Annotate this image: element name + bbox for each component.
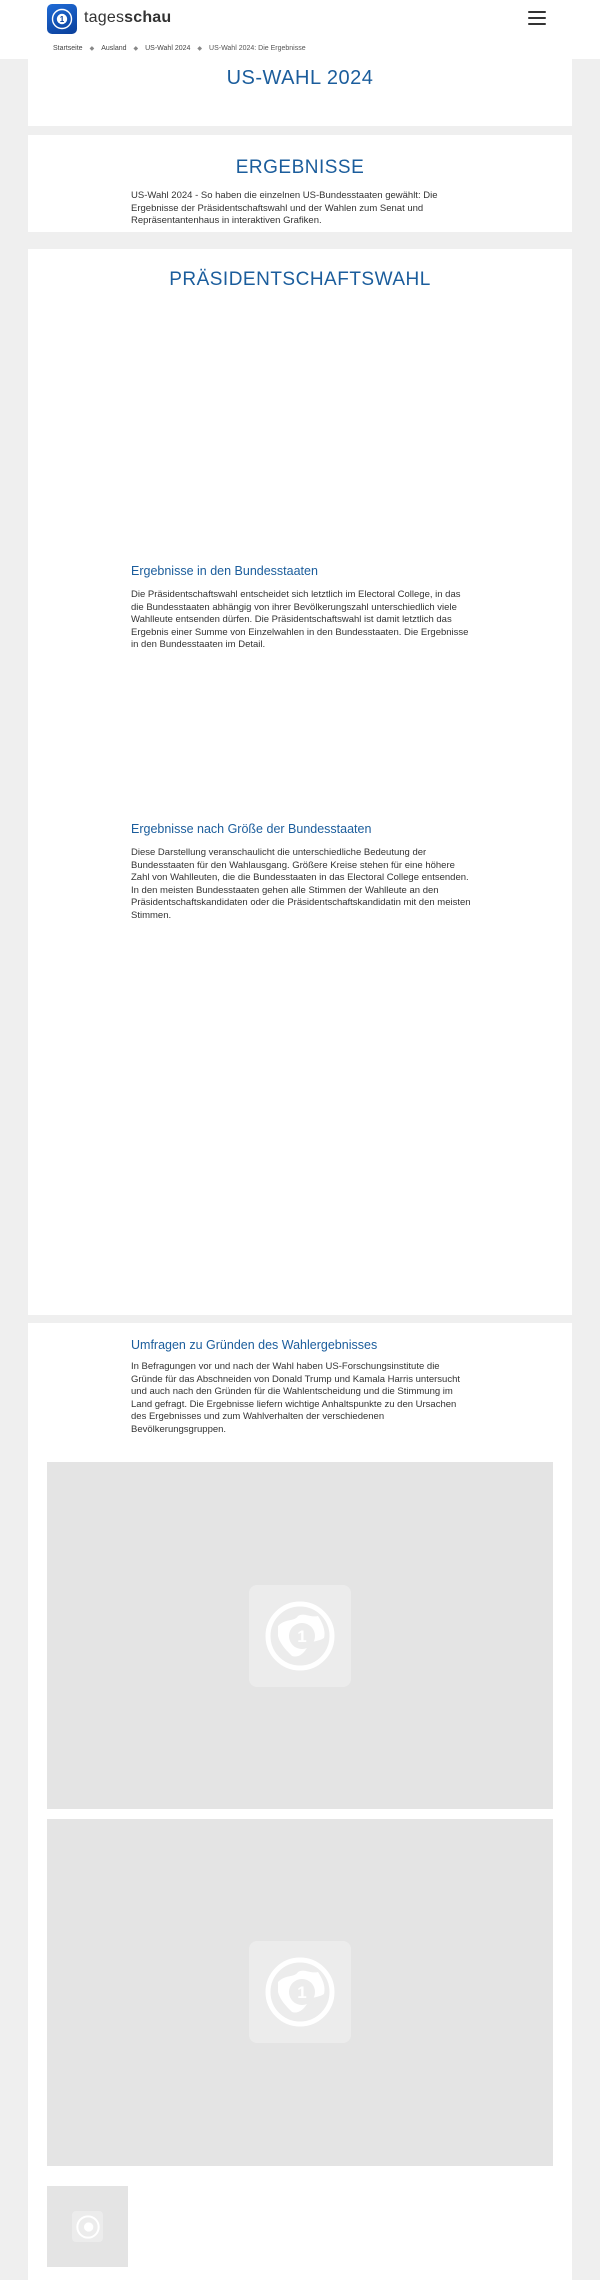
states-text: Die Präsidentschaftswahl entscheidet sich letztlich im Electoral College, in das die Bundesstaaten abhängig von ihrer Bevölkerungszahl unterschiedlich viele Wahlleute entsenden dürfen. Die Präsidentschaftswahl ist damit letztlich das Ergebnis einer Summe von Einzelwahlen in den Bundesstaaten. Die Ergebnisse in den Bundesstaaten im Detail. (131, 589, 469, 651)
polls-card (28, 1323, 572, 2280)
tagesschau-placeholder-icon (249, 1941, 351, 2043)
breadcrumb-item-home[interactable]: Startseite (53, 45, 83, 52)
title-card (28, 59, 572, 126)
results-card (28, 135, 572, 232)
breadcrumb-item-current: US-Wahl 2024: Die Ergebnisse (209, 45, 306, 52)
tagesschau-placeholder-icon (249, 1585, 351, 1687)
svg-text:1: 1 (59, 15, 65, 25)
size-heading: Ergebnisse nach Größe der Bundesstaaten (131, 822, 372, 836)
media-placeholder-thumb[interactable] (47, 2186, 128, 2267)
diamond-icon: ◆ (89, 46, 95, 52)
diamond-icon: ◆ (197, 46, 203, 52)
breadcrumb-item-ausland[interactable]: Ausland (101, 45, 127, 52)
media-placeholder-2[interactable] (47, 1819, 553, 2166)
media-placeholder-1[interactable] (47, 1462, 553, 1809)
logo-wordmark[interactable] (84, 9, 171, 27)
hamburger-menu-icon[interactable] (528, 11, 546, 27)
tagesschau-logo-icon[interactable] (47, 4, 77, 34)
breadcrumb (0, 41, 600, 59)
diamond-icon: ◆ (133, 46, 139, 52)
size-text: Diese Darstellung veranschaulicht die unterschiedliche Bedeutung der Bundesstaaten für den Wahlausgang. Größere Kreise stehen für eine höhere Zahl von Wahlleuten, die die Bundesstaaten in das Electoral College entsenden. In den meisten Bundesstaaten gehen alle Stimmen der Wahlleute an den Präsidentschaftskandidaten oder die Präsidentschaftskandidatin mit den meisten Stimmen. (131, 847, 471, 921)
logo-wordmark-prefix: tages (84, 9, 125, 26)
site-header (0, 0, 600, 42)
page-title: US-WAHL 2024 (226, 67, 374, 89)
president-card (28, 249, 572, 1315)
states-heading: Ergebnisse in den Bundesstaaten (131, 564, 318, 578)
polls-heading: Umfragen zu Gründen des Wahlergebnisses (131, 1338, 378, 1352)
polls-text: In Befragungen vor und nach der Wahl haben US-Forschungsinstitute die Gründe für das Abschneiden von Donald Trump und Kamala Harris untersucht und auch nach den Gründen für die Wahlentscheidung und die Stimmung im Land gefragt. Die Ergebnisse liefern wichtige Anhaltspunkte zu den Ursachen des Ergebnisses und zum Wahlverhalten der verschiedenen Bevölkerungsgruppen. (131, 1361, 460, 1435)
logo-wordmark-bold: schau (124, 9, 172, 26)
breadcrumb-item-uswahl[interactable]: US-Wahl 2024 (145, 45, 191, 52)
tagesschau-placeholder-icon (72, 2211, 103, 2242)
results-intro: US-Wahl 2024 - So haben die einzelnen US-Bundesstaaten gewählt: Die Ergebnisse der Präsidentschaftswahl und der Wahlen zum Senat und Repräsentantenhaus in interaktiven Grafiken. (131, 190, 438, 227)
president-title: PRÄSIDENTSCHAFTSWAHL (169, 269, 431, 290)
results-title: ERGEBNISSE (235, 157, 365, 178)
svg-text:1: 1 (297, 1983, 307, 2002)
svg-text:1: 1 (297, 1627, 307, 1646)
